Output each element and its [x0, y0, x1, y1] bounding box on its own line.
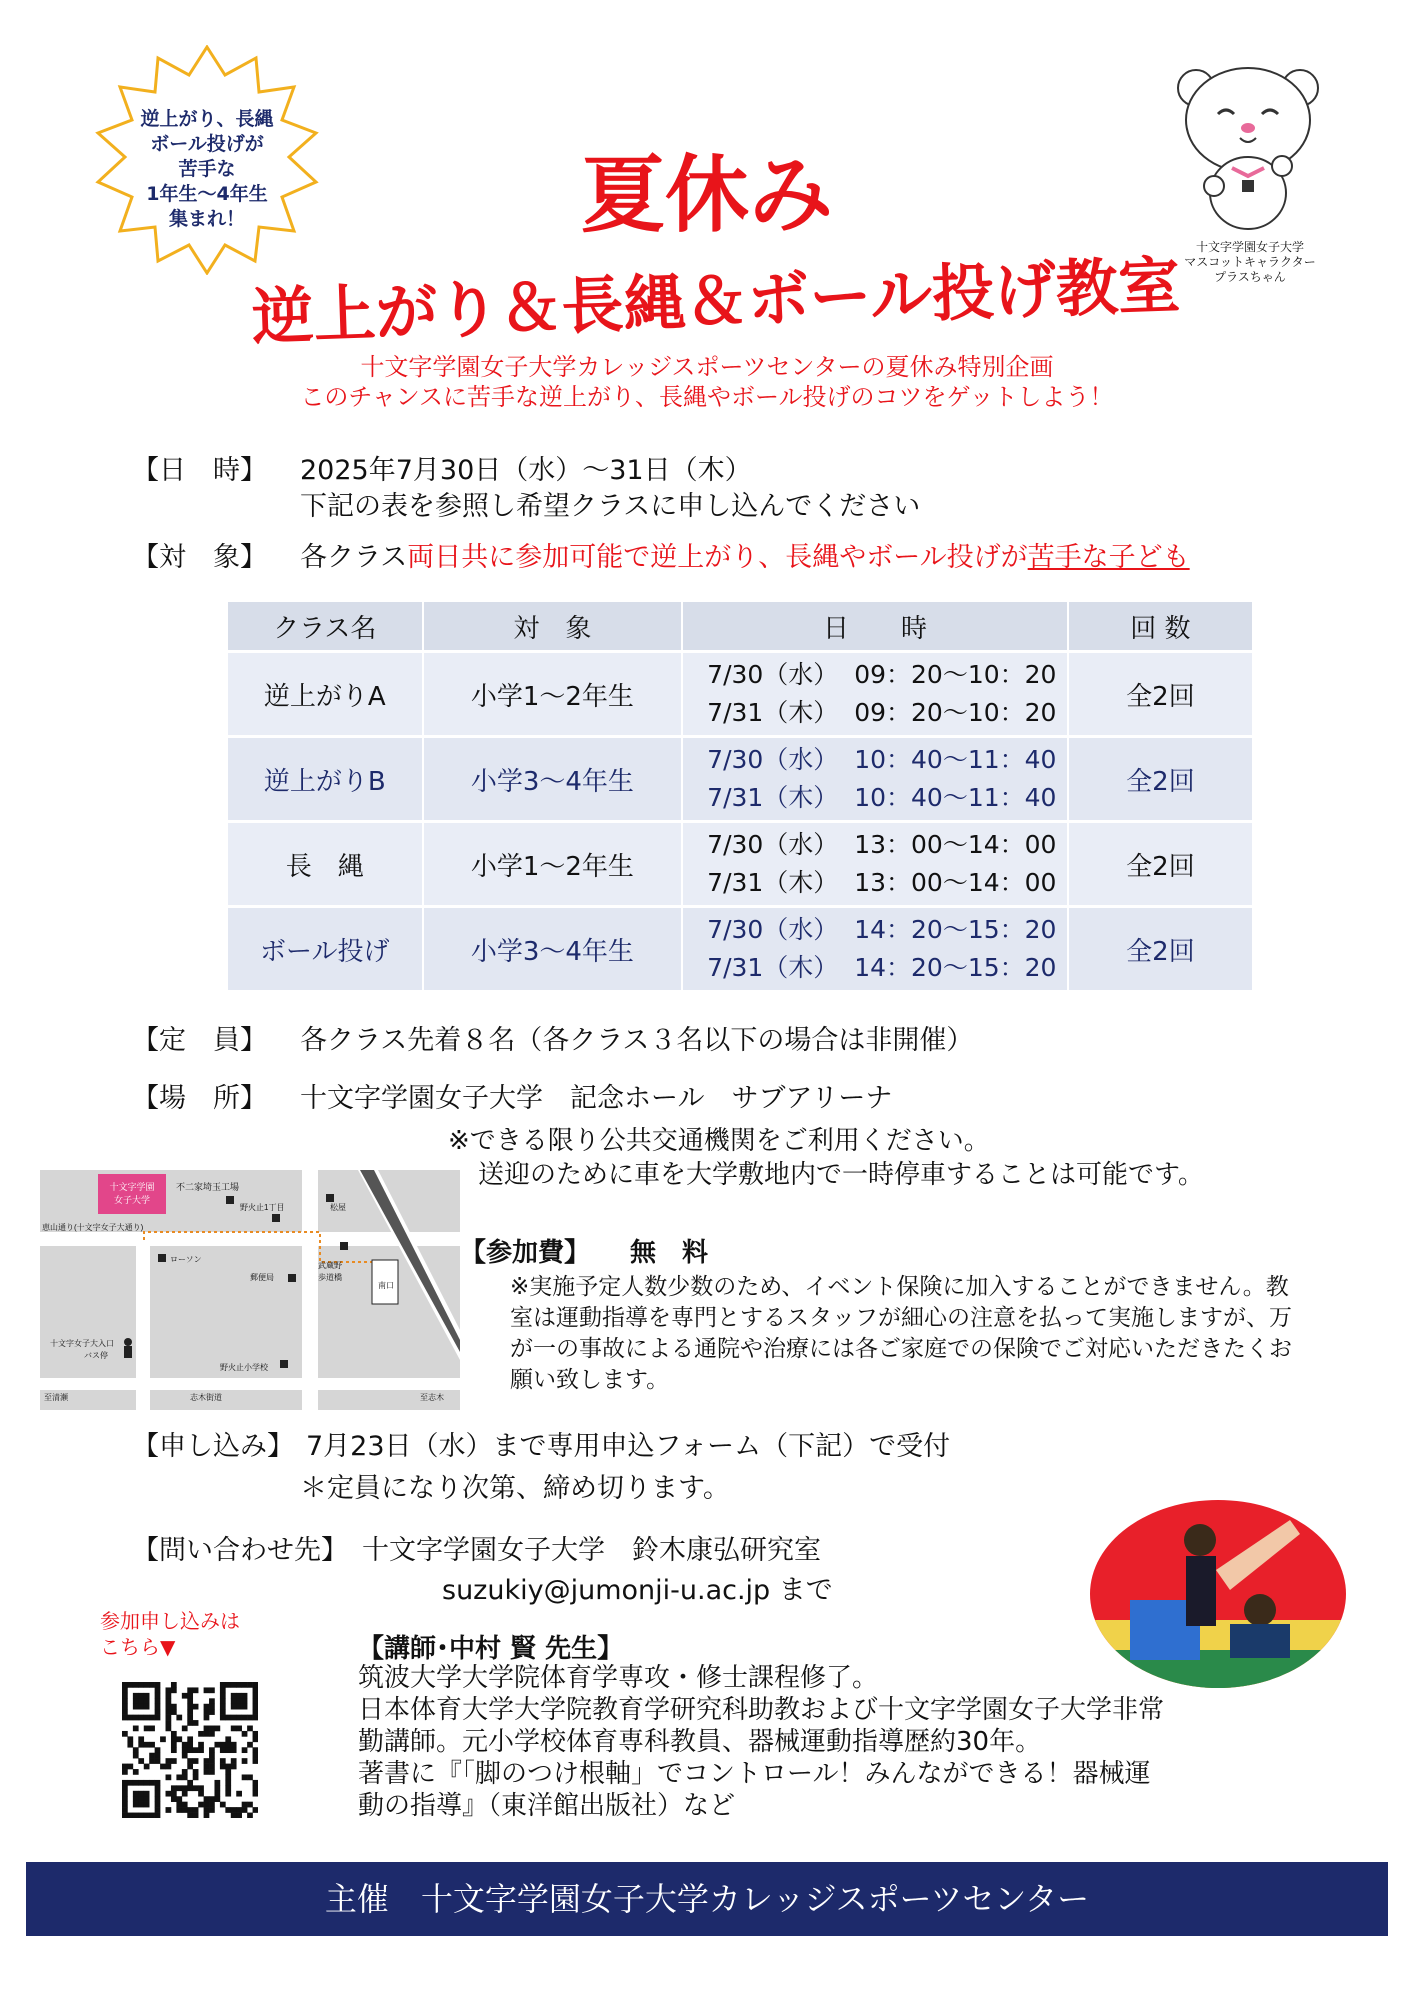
capacity-label: 【定 員】 — [132, 1025, 267, 1056]
instructor-photo — [1090, 1500, 1346, 1688]
map-label-bridge: 歩道橋 — [318, 1273, 342, 1282]
place-value: 十文字学園女子大学 記念ホール サブアリーナ — [300, 1083, 893, 1114]
map-label-lawson: ローソン — [170, 1255, 202, 1264]
apply-label: 【申し込み】 — [132, 1431, 294, 1462]
table-header: 日 時 — [682, 602, 1068, 652]
class-count: 全2回 — [1068, 652, 1253, 737]
fee-label-row — [460, 1232, 708, 1269]
map-label-road: 恵山通り(十文字女子大通り) — [42, 1223, 144, 1232]
class-datetime: 7/30（水） 14：20～15：20 7/31（木） 14：20～15：20 — [682, 907, 1068, 991]
target-value — [300, 535, 1190, 574]
apply-value: 7月23日（水）まで専用申込フォーム（下記）で受付 — [306, 1431, 951, 1462]
map-campus-label: 十文字学園 — [109, 1182, 155, 1192]
intro-line: 十文字学園女子大学カレッジスポーツセンターの夏休み特別企画 — [360, 353, 1054, 381]
page-title: 夏休み — [580, 146, 833, 244]
badge-line: 1年生～4年生 — [146, 183, 268, 205]
caption-line: プラスちゃん — [1214, 270, 1286, 284]
place-label: 【場 所】 — [132, 1083, 267, 1114]
table-row — [228, 737, 1253, 822]
instructor-title: 【講師･中村 賢 先生】 — [358, 1634, 624, 1664]
class-target: 小学3～4年生 — [423, 737, 683, 822]
map-label-shiki: 至志木 — [420, 1393, 444, 1402]
capacity-value: 各クラス先着８名（各クラス３名以下の場合は非開催） — [300, 1025, 974, 1056]
transport-note — [448, 1124, 1204, 1192]
class-count: 全2回 — [1068, 907, 1253, 991]
map-label-factory: 不二家埼玉工場 — [176, 1182, 240, 1192]
badge-line: ボール投げが — [150, 133, 264, 155]
bio-line: 勤講師。元小学校体育専科教員、器械運動指導歴約30年。 — [358, 1727, 1042, 1757]
page-subtitle: 逆上がり＆長縄＆ボール投げ教室 — [250, 248, 1182, 354]
table-header: 対 象 — [423, 602, 683, 652]
table-header: クラス名 — [228, 602, 423, 652]
map-label-school: 野火止小学校 — [220, 1363, 268, 1372]
intro-text — [0, 352, 1414, 412]
bio-line: 著書に『「脚のつけ根軸」でコントロール！みんなができる！器械運 — [358, 1759, 1151, 1789]
map-label-kiyose: 至清瀬 — [44, 1393, 68, 1402]
qr-label-line: こちら▼ — [100, 1635, 176, 1659]
class-datetime: 7/30（水） 10：40～11：40 7/31（木） 10：40～11：40 — [682, 737, 1068, 822]
svg-text:十文字女子大入口: 十文字女子大入口 — [50, 1339, 114, 1348]
qr-label-line: 参加申し込みは — [100, 1609, 240, 1633]
datetime-value: 2025年7月30日（水）～31日（木） — [300, 455, 752, 486]
footer-banner: 主催 十文字学園女子大学カレッジスポーツセンター — [26, 1862, 1388, 1936]
class-target: 小学3～4年生 — [423, 907, 683, 991]
class-target: 小学1～2年生 — [423, 822, 683, 907]
map-label-shiki-street: 志木街道 — [190, 1393, 222, 1402]
class-count: 全2回 — [1068, 822, 1253, 907]
target-label: 【対 象】 — [132, 542, 267, 573]
table-header-row — [228, 602, 1253, 652]
svg-text:バス停: バス停 — [84, 1351, 108, 1360]
table-row — [228, 907, 1253, 991]
class-name: 逆上がりB — [228, 737, 423, 822]
target-prefix: 各クラス — [300, 542, 408, 573]
class-name: 逆上がりA — [228, 652, 423, 737]
schedule-table — [228, 602, 1254, 990]
fee-label: 【参加費】 — [460, 1238, 591, 1268]
map-label-south-exit: 南口 — [378, 1281, 394, 1290]
intro-line: このチャンスに苦手な逆上がり、長縄やボール投げのコツをゲットしよう！ — [300, 383, 1114, 411]
class-name: 長 縄 — [228, 822, 423, 907]
fee-value: 無 料 — [630, 1238, 709, 1268]
badge-line: 集まれ！ — [168, 208, 245, 230]
contact-label: 【問い合わせ先】 — [132, 1535, 348, 1566]
application-qr-code[interactable] — [122, 1682, 258, 1818]
datetime-note: 下記の表を参照し希望クラスに申し込んでください — [300, 491, 921, 522]
datetime-label: 【日 時】 — [132, 455, 267, 486]
caption-line: 十文字学園女子大学 — [1195, 240, 1304, 254]
table-row — [228, 822, 1253, 907]
svg-text:野火止1丁目: 野火止1丁目 — [240, 1203, 285, 1212]
class-count: 全2回 — [1068, 737, 1253, 822]
fee-note: ※実施予定人数少数のため、イベント保険に加入することができません。教室は運動指導を専門とするスタッフが細心の注意を払って実施しますが、万が一の事故による通院や治療には各ご家庭での保険でご対応いただきたくお願い致します。 — [510, 1274, 1292, 1393]
mascot-caption — [1150, 240, 1350, 285]
transport-line: 送迎のために車を大学敷地内で一時停車することは可能です。 — [478, 1160, 1204, 1190]
access-map — [40, 1170, 460, 1410]
transport-line: ※できる限り公共交通機関をご利用ください。 — [448, 1126, 990, 1156]
target-emphasis: 両日共に参加可能で逆上がり、長縄やボール投げが — [407, 542, 1028, 573]
bio-line: 筑波大学大学院体育学専攻・修士課程修了。 — [358, 1663, 879, 1693]
contact-email[interactable]: suzukiy@jumonji-u.ac.jp まで — [442, 1575, 833, 1606]
bio-line: 動の指導』（東洋館出版社）など — [358, 1791, 736, 1821]
contact-value: 十文字学園女子大学 鈴木康弘研究室 — [362, 1535, 821, 1566]
instructor-bio — [358, 1662, 1308, 1822]
caption-line: マスコットキャラクター — [1184, 255, 1316, 269]
qr-label — [100, 1608, 240, 1660]
badge-line: 逆上がり、長縄 — [140, 108, 274, 130]
badge-line: 苦手な — [178, 158, 236, 180]
class-target: 小学1～2年生 — [423, 652, 683, 737]
bio-line: 日本体育大学大学院教育学研究科助教および十文字学園女子大学非常 — [358, 1695, 1165, 1725]
map-label-post: 郵便局 — [250, 1273, 274, 1282]
target-underlined: 苦手な子ども — [1027, 542, 1190, 573]
class-datetime: 7/30（水） 09：20～10：20 7/31（木） 09：20～10：20 — [682, 652, 1068, 737]
svg-text:女子大学: 女子大学 — [113, 1195, 151, 1205]
class-name: ボール投げ — [228, 907, 423, 991]
svg-text:武蔵野: 武蔵野 — [318, 1261, 342, 1270]
table-row — [228, 652, 1253, 737]
apply-note: ＊定員になり次第、締め切ります。 — [300, 1473, 730, 1504]
map-label-matsuya: 松屋 — [330, 1203, 346, 1212]
class-datetime: 7/30（水） 13：00～14：00 7/31（木） 13：00～14：00 — [682, 822, 1068, 907]
mascot-illustration — [1168, 58, 1328, 238]
table-header: 回 数 — [1068, 602, 1253, 652]
